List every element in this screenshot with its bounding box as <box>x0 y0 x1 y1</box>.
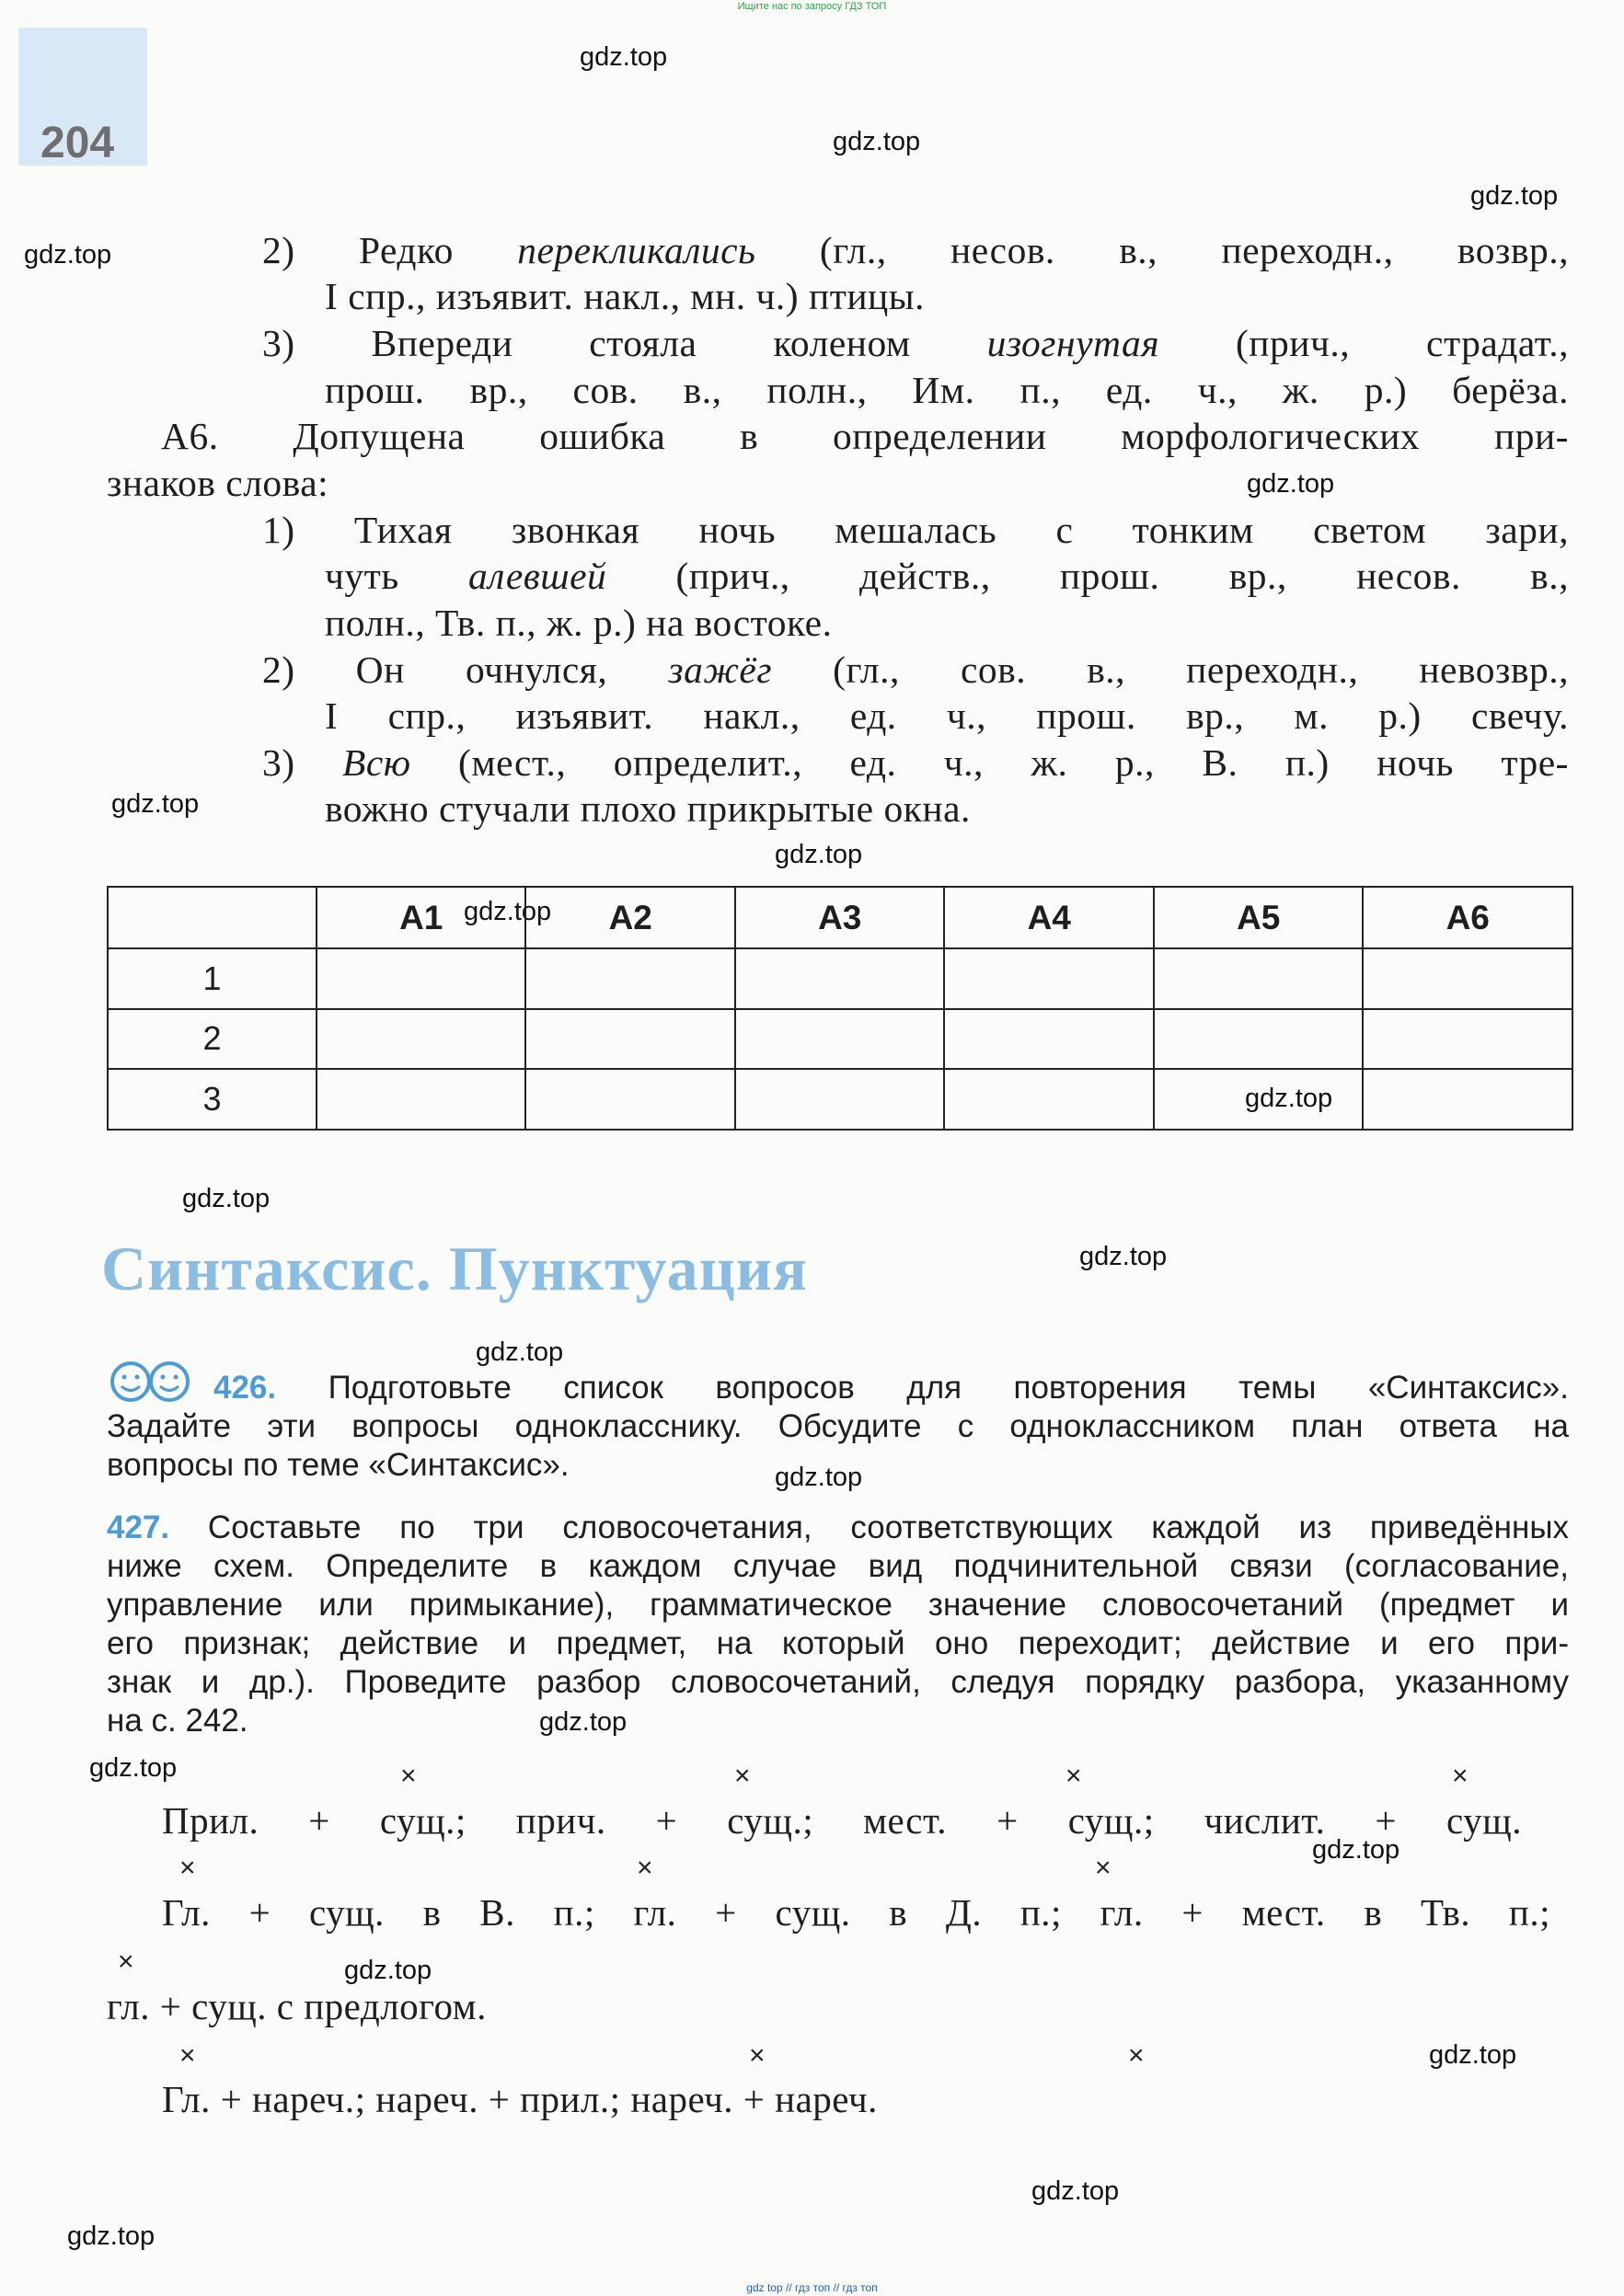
watermark: gdz.top <box>539 1707 628 1737</box>
exercise-426-line: 426. Подготовьте список вопросов для повторения темы «Синтаксис». <box>213 1370 1569 1406</box>
row-label: 2 <box>108 1009 317 1070</box>
text-line: I спр., изъявит. накл., мн. ч.) птицы. <box>325 275 926 317</box>
answer-cell <box>525 1069 735 1130</box>
table-row <box>108 1009 1572 1070</box>
text-line: чуть алевшей (прич., действ., прош. вр., несов. в., <box>325 555 1569 597</box>
pair-work-icon <box>109 1360 193 1408</box>
table-header-cell: А5 <box>1154 887 1364 948</box>
row-label: 3 <box>108 1069 317 1130</box>
text-line: 1) Тихая звонкая ночь мешалась с тонким светом зари, <box>262 509 1569 551</box>
answer-cell <box>1154 948 1364 1009</box>
answer-cell <box>735 1009 945 1070</box>
text-line: 2) Редко перекликались (гл., несов. в., переходн., возвр., <box>262 229 1569 271</box>
page-number: 204 <box>40 119 115 167</box>
answer-cell <box>944 1069 1154 1130</box>
answer-cell <box>944 1009 1154 1070</box>
watermark: gdz.top <box>464 897 552 926</box>
exercise-427-line: знак и др.). Проведите разбор словосочетаний, следуя порядку разбора, указанному <box>107 1664 1569 1700</box>
exercise-number: 427. <box>107 1510 170 1545</box>
watermark: gdz.top <box>1247 469 1335 499</box>
head-word-mark: × <box>749 2040 766 2071</box>
watermark: gdz.top <box>1031 2176 1120 2206</box>
text-line: полн., Тв. п., ж. р.) на востоке. <box>325 602 833 644</box>
head-word-mark: × <box>400 1761 417 1791</box>
watermark: gdz.top <box>1245 1084 1333 1113</box>
head-word-mark: × <box>179 1853 196 1883</box>
exercise-427-line: управление или примыкание), грамматическое значение словосочетаний (предмет и <box>107 1587 1569 1623</box>
table-header-cell <box>108 887 317 948</box>
answers-table <box>107 886 1573 1131</box>
watermark: gdz.top <box>476 1337 564 1367</box>
top-banner: Ищите нас по запросу ГДЗ ТОП <box>737 1 887 12</box>
head-word-mark: × <box>1452 1761 1469 1791</box>
watermark: gdz.top <box>1470 181 1559 211</box>
head-word-mark: × <box>118 1946 134 1977</box>
table-row <box>108 948 1572 1009</box>
text-line: I спр., изъявит. накл., ед. ч., прош. вр., м. р.) свечу. <box>325 695 1569 737</box>
watermark: gdz.top <box>1429 2040 1517 2070</box>
head-word-mark: × <box>734 1761 751 1791</box>
answer-cell <box>317 1009 526 1070</box>
answer-cell <box>317 948 526 1009</box>
watermark: gdz.top <box>24 240 112 270</box>
row-label: 1 <box>108 948 317 1009</box>
table-header-cell: А4 <box>944 887 1154 948</box>
watermark: gdz.top <box>182 1184 271 1213</box>
text-line: знаков слова: <box>107 462 329 504</box>
text-line: А6. Допущена ошибка в определении морфологических при- <box>161 415 1569 457</box>
head-word-mark: × <box>637 1853 653 1883</box>
answer-cell <box>944 948 1154 1009</box>
answer-cell <box>1363 1009 1572 1070</box>
section-title: Синтаксис. Пунктуация <box>101 1234 808 1303</box>
exercise-426-line: вопросы по теме «Синтаксис». <box>107 1447 570 1483</box>
bottom-banner: gdz top // гдз топ // гдз топ <box>746 2281 878 2294</box>
watermark: gdz.top <box>1312 1835 1400 1865</box>
answer-cell <box>1154 1069 1364 1130</box>
scheme-line: Прил. + сущ.; прич. + сущ.; мест. + сущ.; числит. + сущ. <box>162 1799 1522 1842</box>
head-word-mark: × <box>1095 1853 1111 1883</box>
text-line: 3) Впереди стояла коленом изогнутая (прич., страдат., <box>262 322 1569 364</box>
table-header-cell: А1 <box>317 887 526 948</box>
answer-cell <box>735 1069 945 1130</box>
watermark: gdz.top <box>1079 1242 1168 1271</box>
scheme-line: Гл. + сущ. в В. п.; гл. + сущ. в Д. п.; гл. + мест. в Тв. п.; <box>162 1891 1550 1934</box>
table-header-row <box>108 887 1572 948</box>
head-word-mark: × <box>179 2040 196 2071</box>
answer-cell <box>525 1009 735 1070</box>
text-line: 2) Он очнулся, зажёг (гл., сов. в., переходн., невозвр., <box>262 649 1570 691</box>
table-header-cell: А3 <box>735 887 945 948</box>
answer-cell <box>1363 948 1572 1009</box>
answer-cell <box>1363 1069 1572 1130</box>
exercise-427-line: на с. 242. <box>107 1703 248 1739</box>
answer-cell <box>525 948 735 1009</box>
head-word-mark: × <box>1128 2040 1145 2071</box>
answer-cell <box>317 1069 526 1130</box>
exercise-427-line: 427. Составьте по три словосочетания, соответствующих каждой из приведённых <box>107 1510 1569 1545</box>
scheme-line: гл. + сущ. с предлогом. <box>107 1985 487 2027</box>
table-row <box>108 1069 1572 1130</box>
exercise-427-line: его признак; действие и предмет, на который оно переходит; действие и его при- <box>107 1625 1569 1661</box>
watermark: gdz.top <box>344 1956 432 1985</box>
exercise-426-line: Задайте эти вопросы однокласснику. Обсудите с одноклассником план ответа на <box>107 1408 1569 1444</box>
text-line: прош. вр., сов. в., полн., Им. п., ед. ч., ж. р.) берёза. <box>325 369 1569 411</box>
answer-cell <box>735 948 945 1009</box>
watermark: gdz.top <box>67 2221 155 2251</box>
watermark: gdz.top <box>775 840 863 869</box>
exercise-427-line: ниже схем. Определите в каждом случае вид подчинительной связи (согласование, <box>107 1548 1569 1584</box>
table-header-cell: А6 <box>1363 887 1572 948</box>
head-word-mark: × <box>1065 1761 1082 1791</box>
watermark: gdz.top <box>833 127 921 156</box>
watermark: gdz.top <box>580 42 668 72</box>
exercise-number: 426. <box>213 1370 277 1406</box>
text-line: 3) Всю (мест., определит., ед. ч., ж. р., В. п.) ночь тре- <box>262 741 1569 784</box>
text-line: вожно стучали плохо прикрытые окна. <box>325 787 971 830</box>
watermark: gdz.top <box>775 1463 863 1492</box>
watermark: gdz.top <box>111 789 200 819</box>
answer-cell <box>1154 1009 1364 1070</box>
watermark: gdz.top <box>89 1753 178 1783</box>
table-header-cell: А2 <box>525 887 735 948</box>
scheme-line: Гл. + нареч.; нареч. + прил.; нареч. + нареч. <box>162 2078 878 2120</box>
